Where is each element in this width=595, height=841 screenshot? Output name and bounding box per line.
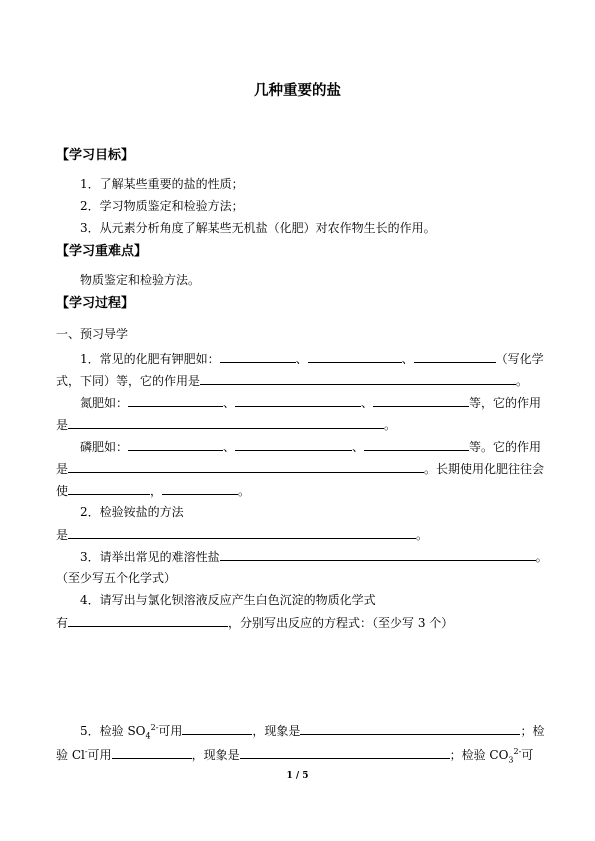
pre-study-heading: 一、预习导学	[56, 327, 129, 341]
q1-nitrogen-line: 氮肥如： 、 、 等，它的作用	[80, 396, 542, 410]
page-number: 1 / 5	[286, 771, 309, 781]
answer-blank	[112, 746, 192, 759]
q1-nitrogen-line-2: 是 。	[56, 418, 397, 432]
answer-blank	[300, 722, 520, 735]
section-heading-difficulty: 【学习重难点】	[56, 244, 148, 259]
answer-blank	[68, 416, 384, 429]
q2-prompt: 2．检验铵盐的方法	[80, 505, 184, 519]
objective-item: 3．从元素分析角度了解某些无机盐（化肥）对农作物生长的作用。	[80, 221, 436, 235]
page-title: 几种重要的盐	[254, 83, 341, 99]
answer-blank	[162, 482, 238, 495]
q3-note: （至少写五个化学式）	[56, 571, 177, 585]
q1-line-2: 式，下同）等，它的作用是 。	[56, 374, 529, 388]
answer-blank	[220, 548, 536, 561]
answer-blank	[182, 722, 252, 735]
q1-phosphorus-line-2: 是 。长期使用化肥往往会	[56, 462, 545, 476]
q5-line-2: 验 Cl-可用 ，现象是 ；检验 $CO_3^{2-}$可	[56, 747, 534, 765]
answer-blank	[128, 438, 223, 451]
q3-line: 3．请举出常见的难溶性盐 。	[80, 550, 548, 564]
answer-blank	[240, 746, 450, 759]
answer-blank	[235, 438, 352, 451]
q1-line-1: 1．常见的化肥有钾肥如： 、 、 （写化学	[80, 352, 544, 366]
answer-blank	[235, 394, 361, 407]
answer-blank	[68, 482, 150, 495]
answer-blank	[220, 350, 296, 363]
objective-item: 2．学习物质鉴定和检验方法；	[80, 199, 244, 213]
answer-blank	[364, 438, 469, 451]
answer-blank	[308, 350, 402, 363]
answer-blank	[373, 394, 469, 407]
answer-blank	[68, 526, 416, 539]
difficulty-text: 物质鉴定和检验方法。	[80, 273, 201, 287]
section-heading-process: 【学习过程】	[56, 296, 135, 311]
answer-blank	[128, 394, 223, 407]
q5-line-1: 5．检验 $SO_4^{2-}$可用 ，现象是 ；检	[80, 723, 545, 741]
q4-prompt: 4．请写出与氯化钡溶液反应产生白色沉淀的物质化学式	[80, 593, 376, 607]
q2-answer-line: 是 。	[56, 528, 429, 542]
q1-prompt: 1．常见的化肥有钾肥如：	[80, 352, 220, 366]
q1-phosphorus-line-3: 使 ， 。	[56, 484, 251, 498]
q1-phosphorus-line: 磷肥如： 、 、 等。它的作用	[80, 440, 542, 454]
answer-blank	[68, 460, 424, 473]
answer-blank	[414, 350, 496, 363]
answer-blank	[68, 614, 228, 627]
q4-answer-line: 有 ，分别写出反应的方程式：（至少写 3 个）	[56, 616, 454, 630]
objective-item: 1．了解某些重要的盐的性质；	[80, 177, 244, 191]
answer-blank	[200, 372, 516, 385]
section-heading-objectives: 【学习目标】	[56, 148, 135, 163]
